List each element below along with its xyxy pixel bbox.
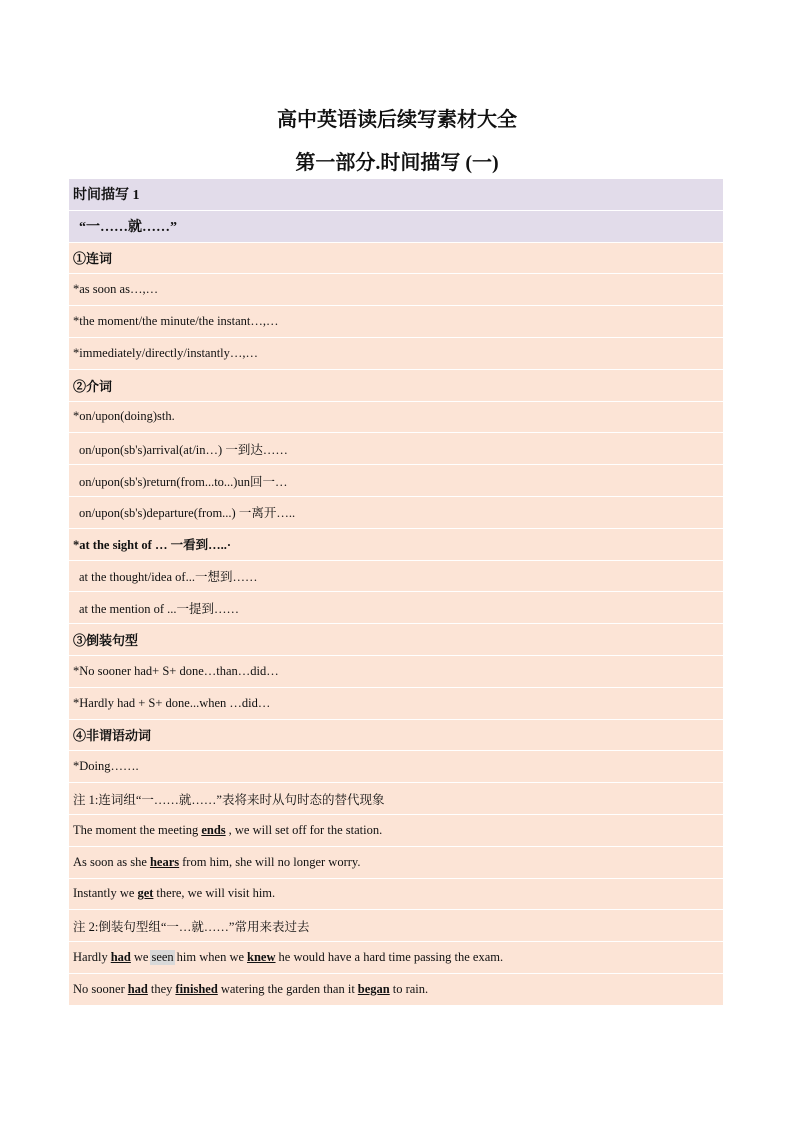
example-text: there, we will visit him.: [156, 886, 276, 901]
table-row: *the moment/the minute/the instant…,…: [69, 306, 723, 338]
example-row: [69, 847, 723, 879]
section-nonfinite: ④非谓语动词: [69, 720, 723, 752]
table-row: *on/upon(doing)sth.: [69, 402, 723, 434]
example-text: him when we: [176, 950, 245, 965]
example-text: As soon as she: [73, 854, 147, 869]
table-row: at the mention of ...一提到……: [69, 592, 723, 624]
note-row: 注 2:倒装句型组“一…就……”常用来表过去: [69, 910, 723, 942]
example-keyword: get: [137, 886, 154, 901]
example-keyword: knew: [247, 950, 276, 965]
example-keyword: began: [357, 981, 390, 996]
document-title: 高中英语读后续写素材大全: [277, 109, 517, 131]
example-text: watering the garden than it: [220, 981, 355, 996]
example-text: they: [150, 981, 173, 996]
example-text: The moment the meeting: [73, 822, 199, 837]
note-row: 注 1:连词组“一……就……”表将来时从句时态的替代现象: [69, 783, 723, 815]
section-preposition: ②介词: [69, 370, 723, 402]
example-keyword: ends: [201, 822, 226, 837]
example-keyword: had: [110, 950, 131, 965]
example-text: to rain.: [392, 981, 429, 996]
highlighted-word: seen: [151, 950, 174, 965]
example-text: from him, she will no longer worry.: [182, 854, 361, 869]
table-row: on/upon(sb's)return(from...to...)un回一…: [69, 465, 723, 497]
part-title: 第一部分.时间描写 (一): [295, 152, 499, 174]
table-row: *as soon as…,…: [69, 274, 723, 306]
example-text: , we will set off for the station.: [228, 822, 383, 837]
table-row: *Doing…….: [69, 751, 723, 783]
example-text: he would have a hard time passing the exam.: [278, 950, 504, 965]
section-inversion: ③倒装句型: [69, 624, 723, 656]
table-row: on/upon(sb's)departure(from...) 一离开…..: [69, 497, 723, 529]
table-row: on/upon(sb's)arrival(at/in…) 一到达……: [69, 433, 723, 465]
example-row: [69, 815, 723, 847]
section-conjunction: ①连词: [69, 243, 723, 275]
example-text: Instantly we: [73, 886, 135, 901]
table-heading: 时间描写 1: [69, 179, 723, 211]
example-row: [69, 942, 723, 974]
table-subheading: “一……就……”: [69, 211, 723, 243]
example-keyword: had: [127, 981, 148, 996]
table-row: *at the sight of … 一看到…..·: [69, 529, 723, 561]
example-text: Hardly: [73, 950, 108, 965]
example-keyword: hears: [149, 854, 180, 869]
example-text: we: [133, 950, 149, 965]
table-row: *No sooner had+ S+ done…than…did…: [69, 656, 723, 688]
table-row: at the thought/idea of...一想到……: [69, 561, 723, 593]
example-row: [69, 974, 723, 1006]
example-keyword: finished: [175, 981, 218, 996]
example-text: No sooner: [73, 981, 125, 996]
table-row: *immediately/directly/instantly…,…: [69, 338, 723, 370]
example-row: [69, 879, 723, 911]
table-row: *Hardly had + S+ done...when …did…: [69, 688, 723, 720]
content-table: [69, 179, 723, 1006]
